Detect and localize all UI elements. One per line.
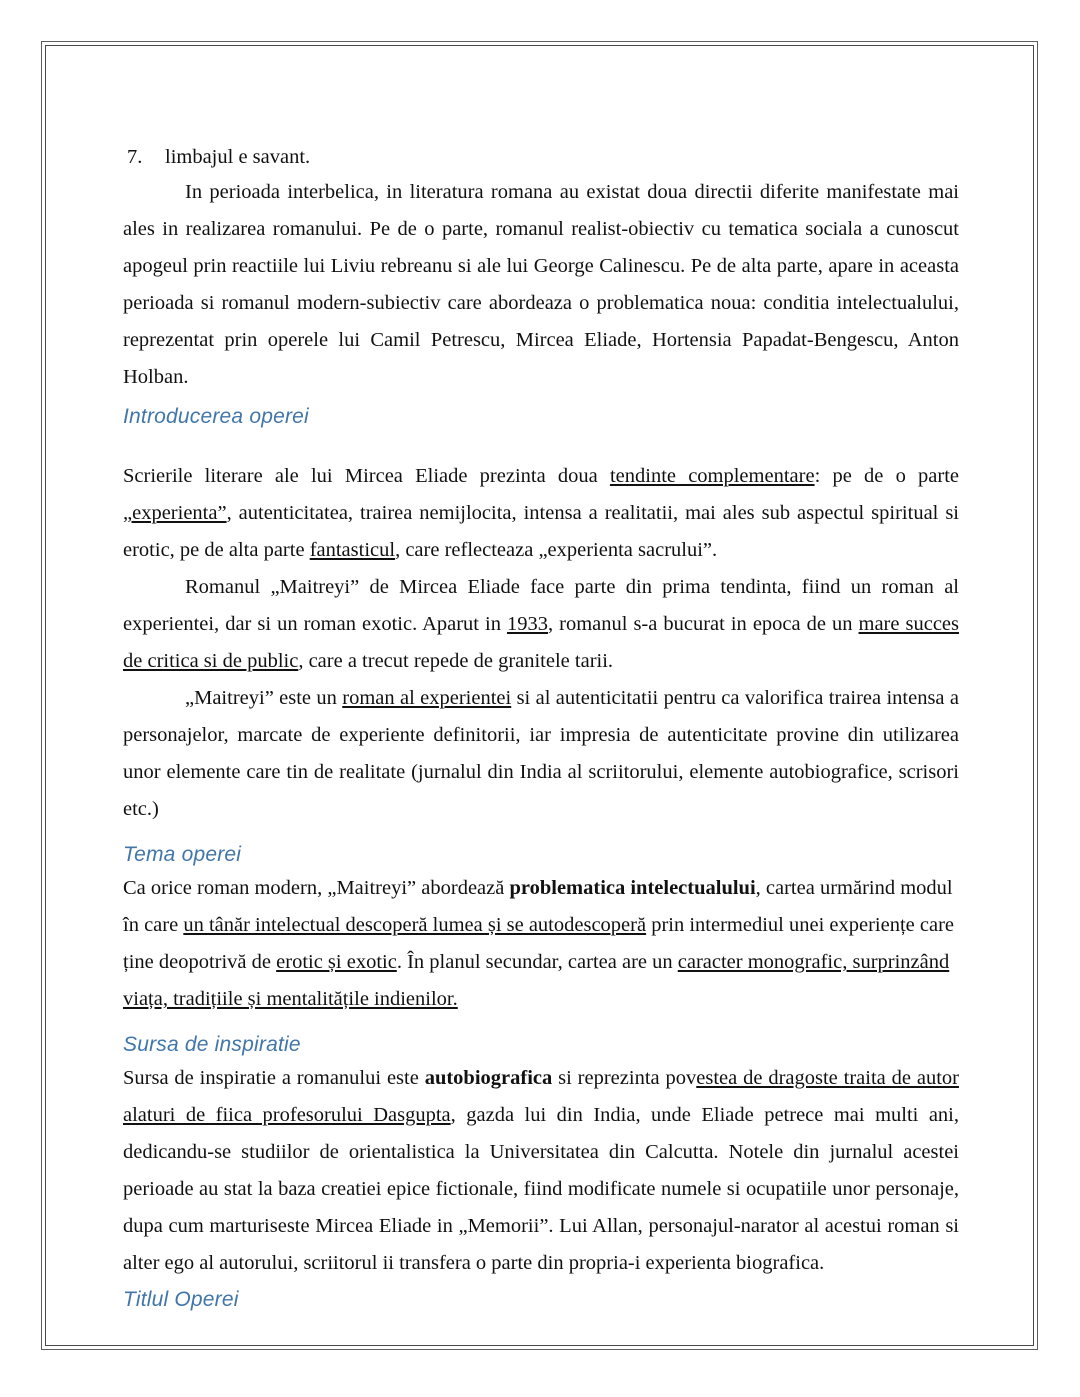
text-run: Scrierile literare ale lui Mircea Eliade prezinta doua — [123, 465, 610, 487]
underlined-phrase: tendinte complementare — [609, 465, 815, 487]
bold-phrase: problematica intelectualului — [509, 877, 756, 899]
text-run: , care reflecteaza „experienta sacrului”. — [395, 539, 718, 561]
document-body — [123, 141, 959, 1315]
underlined-phrase: roman al experientei — [342, 687, 512, 709]
list-item-label: limbajul e savant. — [165, 146, 311, 168]
list-item — [127, 141, 959, 174]
page-border-frame — [41, 41, 1038, 1350]
text-run: prin intermediul unei experiențe care ține deopotrivă de — [123, 914, 955, 973]
spacer — [123, 828, 959, 840]
underlined-phrase: erotic și exotic — [276, 951, 397, 973]
text-run: si reprezinta pov — [552, 1067, 697, 1089]
text-run: : pe de o parte — [814, 465, 960, 487]
text-run: , gazda lui din India, unde Eliade petrece mai multi ani, dedicandu-se studiilor de orientalistica la Universitatea din Calcutta. Notele din jurnalul acestei perioade au stat la baza creatiei epice fictionale, fiind modificate numele si ocupatiile unor personaje, dupa cum marturiseste Mircea Eliade in „Memorii”. Lui Allan, personajul-narator al acestui roman si alter ego al autorului, scriitorul ii transfera o parte din propria-i experienta biografica. — [123, 1104, 959, 1274]
text-run: si al autenticitatii pentru ca valorifica trairea intensa a personajelor, marcate de experiente definitorii, iar impresia de autenticitate provine din utilizarea unor elemente care tin de realitate (jurnalul din India al scriitorului, elemente autobiografice, scrisori etc.) — [123, 687, 959, 820]
bold-phrase: autobiografica — [424, 1067, 553, 1089]
text-run: , cartea urmărind modul în care — [123, 877, 953, 936]
underlined-phrase: „experienta” — [123, 502, 227, 524]
underlined-phrase: un tânăr intelectual descoperă lumea și se autodescoperă — [183, 914, 647, 936]
text-run: , care a trecut repede de granitele tarii. — [298, 650, 614, 672]
underlined-phrase: estea de dragoste traita de autor alaturi de fiica profesorului Dasgupta — [123, 1067, 959, 1126]
paragraph-intro-p3 — [123, 680, 959, 828]
intro-paragraph: In perioada interbelica, in literatura romana au existat doua directii diferite manifestate mai ales in realizarea romanului. Pe de o parte, romanul realist-obiectiv cu tematica sociala a cunoscut apogeul prin reactiile lui Liviu rebreanu si ale lui George Calinescu. Pe de alta parte, apare in aceasta perioada si romanul modern-subiectiv care abordeaza o problematica noua: conditia intelectualului, reprezentat prin operele lui Camil Petrescu, Mircea Eliade, Hortensia Papadat-Bengescu, Anton Holban. — [123, 181, 959, 388]
section-heading-sursa-de-inspiratie: Sursa de inspiratie — [123, 1033, 301, 1056]
text-run: , autenticitatea, trairea nemijlocita, intensa a realitatii, mai ales sub aspectul spiritual si erotic, pe de alta parte — [123, 502, 959, 561]
spacer — [123, 1018, 959, 1030]
paragraph-tema-p1 — [123, 870, 959, 1018]
text-run: Romanul „Maitreyi” de Mircea Eliade face parte din prima tendinta, fiind un roman al experientei, dar si un roman exotic. Aparut in — [123, 576, 959, 635]
spacer — [123, 432, 959, 458]
text-run: , romanul s-a bucurat in epoca de un — [547, 613, 859, 635]
text-run: Sursa de inspiratie a romanului este — [123, 1067, 425, 1089]
underlined-phrase: fantasticul — [309, 539, 396, 561]
paragraph-intro-p2 — [123, 569, 959, 680]
section-heading-introducerea-operei: Introducerea operei — [123, 405, 309, 428]
underlined-phrase: mare succes de critica si de public — [123, 613, 960, 672]
section-heading-titlul-operei: Titlul Operei — [123, 1288, 239, 1311]
paragraph-intro-p1 — [123, 458, 959, 569]
underlined-phrase: caracter monografic, surprinzând viața, tradițiile și mentalitățile indienilor. — [123, 951, 950, 1010]
text-run: „Maitreyi” este un — [185, 687, 343, 709]
text-run: . În planul secundar, cartea are un — [396, 951, 678, 973]
text-run: Ca orice roman modern, „Maitreyi” abordează — [123, 877, 510, 899]
paragraph-sursa-p1 — [123, 1060, 959, 1282]
section-heading-tema-operei: Tema operei — [123, 843, 242, 866]
list-item-number: 7. — [127, 146, 143, 168]
underlined-phrase: 1933 — [506, 613, 548, 635]
